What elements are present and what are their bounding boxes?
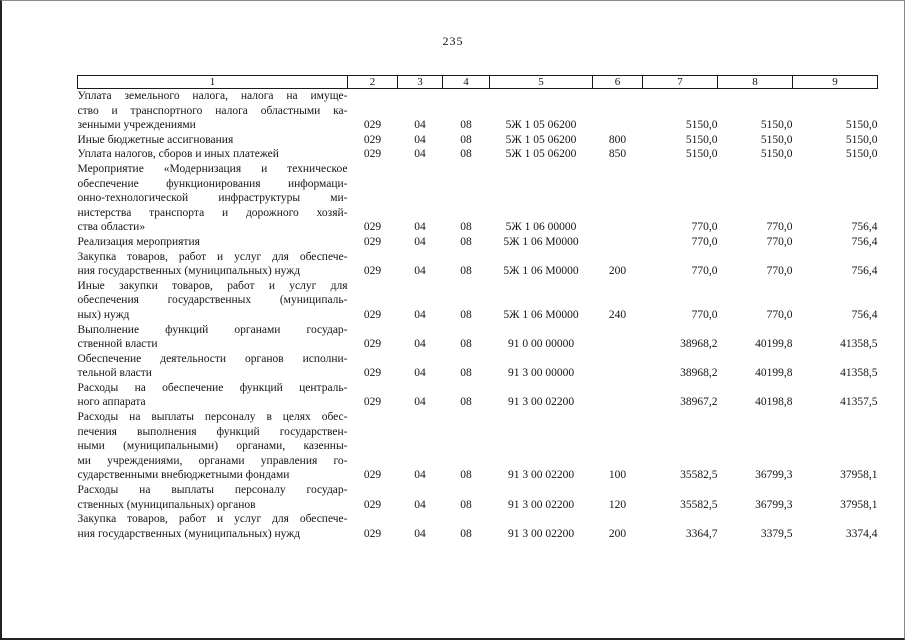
page-number: 235	[442, 34, 464, 48]
cell-grbs-code: 029	[363, 148, 382, 161]
budget-table	[77, 75, 878, 541]
table-row	[78, 279, 878, 323]
cell-subsection-code: 08	[460, 338, 472, 351]
cell-amount-year1: 38968,2	[680, 338, 718, 351]
cell-amount-year3: 41358,5	[840, 367, 878, 380]
table-row	[78, 512, 878, 541]
description-line: Мероприятие «Модернизация и техническое	[77, 162, 348, 175]
cell-target-article-code: 5Ж 1 05 06200	[505, 148, 577, 161]
cell-subsection-code: 08	[460, 133, 472, 146]
table-row	[78, 147, 878, 162]
cell-expense-type-code: 200	[608, 265, 627, 278]
cell-target-article-code: 5Ж 1 06 М0000	[503, 308, 579, 321]
cell-description	[78, 89, 348, 133]
cell-description	[78, 250, 348, 279]
description-line: нистерства транспорта и дорожного хозяй-	[77, 206, 348, 219]
cell-section-code: 04	[414, 221, 426, 234]
cell-amount-year1: 3364,7	[685, 527, 718, 540]
description-line: ния государственных (муниципальных) нужд	[77, 265, 301, 278]
cell-expense-type-code	[593, 235, 643, 250]
cell-section-code: 04	[414, 235, 426, 248]
table-row	[78, 133, 878, 148]
cell-amount-year1: 5150,0	[685, 133, 718, 146]
cell-target-article-code: 5Ж 1 06 М0000	[503, 265, 579, 278]
header-cell: 9	[793, 76, 878, 89]
cell-target-article-code: 91 3 00 00000	[507, 367, 575, 380]
cell-subsection-code: 08	[460, 469, 472, 482]
cell-expense-type-code: 100	[608, 469, 627, 482]
description-line: ственной власти	[77, 338, 158, 351]
description-line: ства области»	[77, 221, 146, 234]
cell-amount-year2: 3379,5	[760, 527, 793, 540]
cell-amount-year2: 770,0	[766, 265, 793, 278]
cell-amount-year3: 756,4	[851, 308, 878, 321]
cell-section-code: 04	[414, 469, 426, 482]
cell-expense-type-code: 240	[608, 308, 627, 321]
cell-amount-year2: 40199,8	[755, 367, 793, 380]
table-row	[78, 162, 878, 235]
header-cell: 8	[718, 76, 793, 89]
table-row	[78, 89, 878, 133]
table-row	[78, 235, 878, 250]
cell-grbs-code: 029	[363, 221, 382, 234]
description-line: ство и транспортного налога областными ка-	[77, 104, 348, 117]
description-line: сударственными внебюджетными фондами	[77, 469, 290, 482]
cell-grbs-code: 029	[363, 308, 382, 321]
cell-amount-year2: 770,0	[766, 235, 793, 248]
cell-amount-year2: 5150,0	[760, 133, 793, 146]
cell-subsection-code: 08	[460, 396, 472, 409]
table-row	[78, 250, 878, 279]
table-row	[78, 410, 878, 483]
cell-expense-type-code: 800	[608, 133, 627, 146]
table-row	[78, 323, 878, 352]
cell-expense-type-code	[593, 89, 643, 133]
cell-amount-year1: 38968,2	[680, 367, 718, 380]
description-line: Расходы на обеспечение функций централь-	[77, 381, 348, 394]
description-line: ными (муниципальными) органами, казенны-	[77, 440, 348, 453]
cell-expense-type-code	[593, 381, 643, 410]
description-line: тельной власти	[77, 367, 152, 380]
description-line: Расходы на выплаты персоналу в целях обес-	[77, 411, 348, 424]
cell-subsection-code: 08	[460, 221, 472, 234]
cell-amount-year3: 5150,0	[845, 148, 878, 161]
description-line: Расходы на выплаты персоналу государ-	[77, 484, 348, 497]
description-line: печения выполнения функций государствен-	[77, 425, 348, 438]
table-header-row	[78, 76, 878, 89]
cell-section-code: 04	[414, 367, 426, 380]
table-row	[78, 381, 878, 410]
cell-description	[78, 133, 348, 148]
cell-section-code: 04	[414, 133, 426, 146]
description-line: ственных (муниципальных) органов	[77, 498, 256, 511]
cell-amount-year1: 5150,0	[685, 119, 718, 132]
cell-section-code: 04	[414, 527, 426, 540]
header-cell: 5	[490, 76, 593, 89]
header-cell: 6	[593, 76, 643, 89]
cell-expense-type-code: 850	[608, 148, 627, 161]
header-cell: 7	[643, 76, 718, 89]
cell-amount-year3: 756,4	[851, 265, 878, 278]
cell-amount-year2: 5150,0	[760, 148, 793, 161]
cell-amount-year1: 770,0	[691, 308, 718, 321]
description-line: ми учреждениями, органами управления го-	[77, 454, 348, 467]
cell-description	[78, 279, 348, 323]
cell-target-article-code: 5Ж 1 06 М0000	[503, 235, 579, 248]
cell-description	[78, 483, 348, 512]
cell-target-article-code: 91 3 00 02200	[507, 469, 575, 482]
cell-section-code: 04	[414, 265, 426, 278]
cell-grbs-code: 029	[363, 498, 382, 511]
cell-target-article-code: 5Ж 1 05 06200	[505, 133, 577, 146]
cell-grbs-code: 029	[363, 396, 382, 409]
cell-grbs-code: 029	[363, 235, 382, 248]
cell-subsection-code: 08	[460, 308, 472, 321]
cell-subsection-code: 08	[460, 265, 472, 278]
cell-description	[78, 235, 348, 250]
cell-section-code: 04	[414, 396, 426, 409]
cell-description	[78, 352, 348, 381]
cell-section-code: 04	[414, 338, 426, 351]
cell-amount-year2: 40199,8	[755, 338, 793, 351]
cell-amount-year3: 756,4	[851, 221, 878, 234]
cell-subsection-code: 08	[460, 148, 472, 161]
cell-target-article-code: 91 0 00 00000	[507, 338, 575, 351]
description-line: Закупка товаров, работ и услуг для обеспече-	[77, 513, 348, 526]
cell-description	[78, 323, 348, 352]
description-line: ного аппарата	[77, 396, 146, 409]
cell-grbs-code: 029	[363, 133, 382, 146]
cell-amount-year3: 41358,5	[840, 338, 878, 351]
cell-grbs-code: 029	[363, 119, 382, 132]
cell-description	[78, 512, 348, 541]
cell-expense-type-code	[593, 323, 643, 352]
cell-amount-year3: 5150,0	[845, 133, 878, 146]
description-line: Уплата налогов, сборов и иных платежей	[77, 148, 279, 161]
cell-section-code: 04	[414, 148, 426, 161]
cell-amount-year2: 770,0	[766, 221, 793, 234]
cell-amount-year1: 5150,0	[685, 148, 718, 161]
cell-amount-year3: 5150,0	[845, 119, 878, 132]
cell-amount-year3: 37958,1	[840, 498, 878, 511]
cell-amount-year3: 756,4	[851, 235, 878, 248]
table-row	[78, 483, 878, 512]
description-line: Обеспечение деятельности органов исполни-	[77, 352, 348, 365]
table-body	[78, 89, 878, 542]
cell-amount-year1: 770,0	[691, 265, 718, 278]
header-cell: 3	[398, 76, 443, 89]
cell-amount-year3: 3374,4	[845, 527, 878, 540]
cell-expense-type-code: 120	[608, 498, 627, 511]
cell-expense-type-code: 200	[608, 527, 627, 540]
cell-description	[78, 162, 348, 235]
description-line: Выполнение функций органами государ-	[77, 323, 348, 336]
cell-amount-year2: 36799,3	[755, 498, 793, 511]
cell-section-code: 04	[414, 119, 426, 132]
description-line: ных) нужд	[77, 308, 130, 321]
cell-subsection-code: 08	[460, 498, 472, 511]
header-cell: 1	[78, 76, 348, 89]
cell-subsection-code: 08	[460, 527, 472, 540]
cell-amount-year1: 35582,5	[680, 469, 718, 482]
cell-section-code: 04	[414, 308, 426, 321]
header-cell: 4	[443, 76, 490, 89]
description-line: Реализация мероприятия	[77, 235, 200, 248]
description-line: обеспечение функционирования информаци-	[77, 177, 348, 190]
cell-description	[78, 381, 348, 410]
description-line: Иные закупки товаров, работ и услуг для	[77, 279, 348, 292]
cell-amount-year1: 770,0	[691, 221, 718, 234]
description-line: Закупка товаров, работ и услуг для обеспече-	[77, 250, 348, 263]
cell-subsection-code: 08	[460, 235, 472, 248]
cell-grbs-code: 029	[363, 367, 382, 380]
description-line: обеспечения государственных (муниципаль-	[77, 294, 348, 307]
cell-amount-year2: 40198,8	[755, 396, 793, 409]
cell-description	[78, 410, 348, 483]
cell-grbs-code: 029	[363, 469, 382, 482]
description-line: онно-технологической инфраструктуры ми-	[77, 192, 348, 205]
cell-amount-year1: 35582,5	[680, 498, 718, 511]
cell-section-code: 04	[414, 498, 426, 511]
cell-grbs-code: 029	[363, 338, 382, 351]
cell-amount-year2: 36799,3	[755, 469, 793, 482]
cell-target-article-code: 91 3 00 02200	[507, 498, 575, 511]
description-line: зенными учреждениями	[77, 119, 196, 132]
cell-subsection-code: 08	[460, 119, 472, 132]
header-cell: 2	[348, 76, 398, 89]
cell-amount-year3: 41357,5	[840, 396, 878, 409]
description-line: Уплата земельного налога, налога на имуще-	[77, 90, 348, 102]
cell-amount-year3: 37958,1	[840, 469, 878, 482]
cell-target-article-code: 91 3 00 02200	[507, 396, 575, 409]
cell-expense-type-code	[593, 352, 643, 381]
table-row	[78, 352, 878, 381]
description-line: ния государственных (муниципальных) нужд	[77, 527, 301, 540]
cell-target-article-code: 5Ж 1 05 06200	[505, 119, 577, 132]
description-line: Иные бюджетные ассигнования	[77, 133, 234, 146]
cell-description	[78, 147, 348, 162]
table-container	[77, 75, 878, 541]
cell-amount-year2: 5150,0	[760, 119, 793, 132]
cell-target-article-code: 91 3 00 02200	[507, 527, 575, 540]
cell-amount-year2: 770,0	[766, 308, 793, 321]
cell-expense-type-code	[593, 162, 643, 235]
cell-grbs-code: 029	[363, 527, 382, 540]
cell-amount-year1: 38967,2	[680, 396, 718, 409]
cell-subsection-code: 08	[460, 367, 472, 380]
cell-amount-year1: 770,0	[691, 235, 718, 248]
cell-grbs-code: 029	[363, 265, 382, 278]
cell-target-article-code: 5Ж 1 06 00000	[505, 221, 577, 234]
